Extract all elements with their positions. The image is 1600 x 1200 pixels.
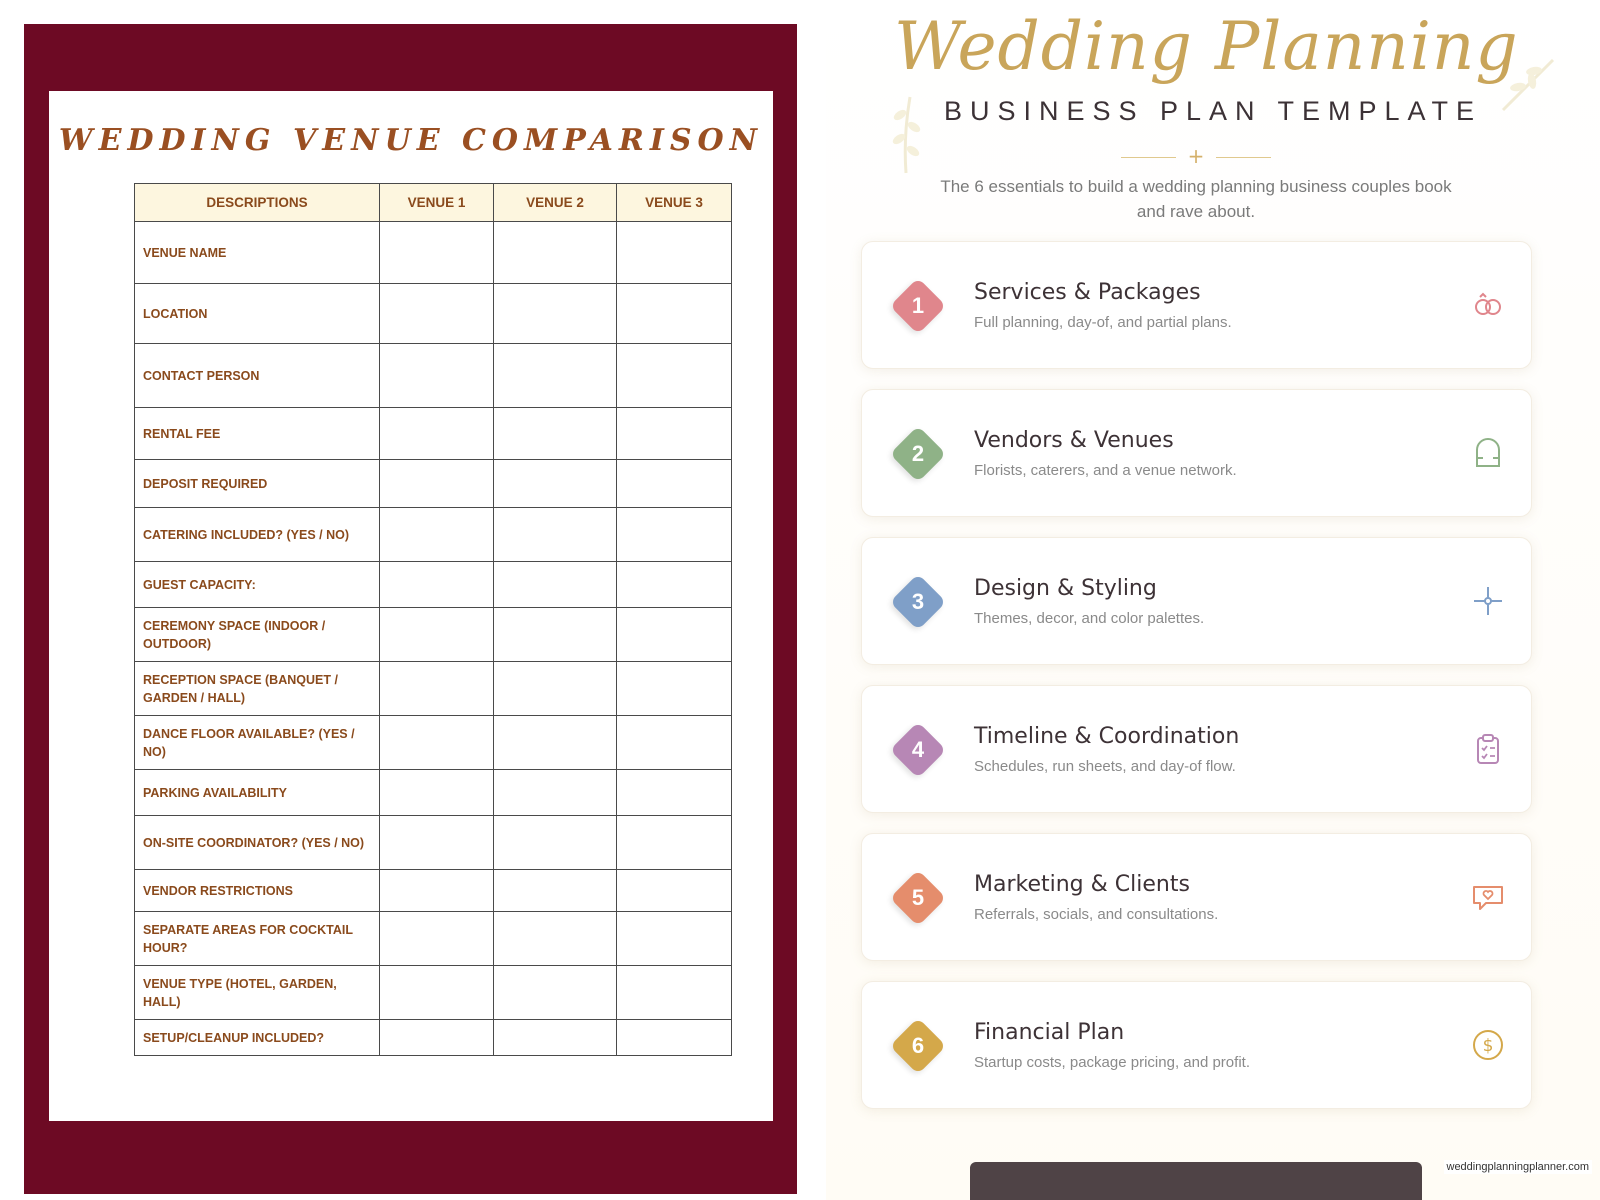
card-description: Schedules, run sheets, and day-of flow.: [974, 758, 1236, 775]
venue-1-cell[interactable]: [380, 716, 494, 770]
table-row: [135, 562, 732, 608]
row-description: RECEPTION SPACE (BANQUET / GARDEN / HALL): [135, 662, 380, 716]
venue-2-cell[interactable]: [494, 662, 617, 716]
essential-card[interactable]: [861, 685, 1532, 813]
essential-card[interactable]: [861, 389, 1532, 517]
row-description: SEPARATE AREAS FOR COCKTAIL HOUR?: [135, 912, 380, 966]
venue-3-cell[interactable]: [617, 716, 732, 770]
table-row: [135, 912, 732, 966]
venue-3-cell[interactable]: [617, 562, 732, 608]
venue-3-cell[interactable]: [617, 508, 732, 562]
venue-arch-icon: [1471, 436, 1505, 470]
row-description: RENTAL FEE: [135, 408, 380, 460]
venue-2-cell[interactable]: [494, 508, 617, 562]
essential-card[interactable]: [861, 241, 1532, 369]
venue-2-cell[interactable]: [494, 912, 617, 966]
card-number: 3: [911, 589, 925, 614]
venue-3-cell[interactable]: [617, 1020, 732, 1056]
chat-heart-icon: [1471, 880, 1505, 914]
venue-2-cell[interactable]: [494, 716, 617, 770]
footer-url: weddingplanningplanner.com: [1444, 1160, 1593, 1174]
venue-comparison-table: [134, 183, 732, 1056]
card-title: Financial Plan: [974, 1020, 1125, 1045]
venue-2-cell[interactable]: [494, 408, 617, 460]
essential-card[interactable]: [861, 981, 1532, 1109]
table-row: [135, 284, 732, 344]
row-description: DANCE FLOOR AVAILABLE? (YES / NO): [135, 716, 380, 770]
table-header-row: [135, 184, 732, 222]
venue-1-cell[interactable]: [380, 912, 494, 966]
venue-1-cell[interactable]: [380, 662, 494, 716]
venue-1-cell[interactable]: [380, 344, 494, 408]
card-number: 2: [911, 441, 925, 466]
header-venue-3: VENUE 3: [617, 184, 732, 222]
card-title: Services & Packages: [974, 280, 1201, 305]
row-description: ON-SITE COORDINATOR? (YES / NO): [135, 816, 380, 870]
venue-3-cell[interactable]: [617, 966, 732, 1020]
venue-3-cell[interactable]: [617, 770, 732, 816]
card-description: Referrals, socials, and consultations.: [974, 906, 1219, 923]
row-description: GUEST CAPACITY:: [135, 562, 380, 608]
row-description: VENUE TYPE (HOTEL, GARDEN, HALL): [135, 966, 380, 1020]
bottom-bar: [970, 1162, 1422, 1200]
venue-3-cell[interactable]: [617, 912, 732, 966]
row-description: VENDOR RESTRICTIONS: [135, 870, 380, 912]
card-title: Vendors & Venues: [974, 428, 1174, 453]
row-description: DEPOSIT REQUIRED: [135, 460, 380, 508]
script-title: Wedding Planning: [894, 8, 1519, 85]
svg-text:$: $: [1482, 1036, 1494, 1056]
venue-3-cell[interactable]: [617, 344, 732, 408]
venue-2-cell[interactable]: [494, 460, 617, 508]
venue-1-cell[interactable]: [380, 222, 494, 284]
business-plan-panel: [826, 0, 1600, 1200]
card-description: Startup costs, package pricing, and profit.: [974, 1054, 1250, 1071]
venue-2-cell[interactable]: [494, 816, 617, 870]
venue-3-cell[interactable]: [617, 608, 732, 662]
header-venue-2: VENUE 2: [494, 184, 617, 222]
venue-3-cell[interactable]: [617, 284, 732, 344]
venue-2-cell[interactable]: [494, 608, 617, 662]
venue-3-cell[interactable]: [617, 662, 732, 716]
card-number: 6: [911, 1033, 925, 1058]
table-row: [135, 508, 732, 562]
table-row: [135, 770, 732, 816]
venue-2-cell[interactable]: [494, 770, 617, 816]
table-row: [135, 408, 732, 460]
dollar-coin-icon: [1471, 1028, 1505, 1062]
card-title: Design & Styling: [974, 576, 1157, 601]
row-description: CEREMONY SPACE (INDOOR / OUTDOOR): [135, 608, 380, 662]
table-row: [135, 870, 732, 912]
card-description: Themes, decor, and color palettes.: [974, 610, 1205, 627]
venue-3-cell[interactable]: [617, 816, 732, 870]
venue-comparison-sheet: [49, 91, 773, 1121]
table-row: [135, 344, 732, 408]
table-row: [135, 816, 732, 870]
table-row: [135, 608, 732, 662]
essential-card[interactable]: [861, 833, 1532, 961]
card-number: 5: [911, 885, 925, 910]
venue-1-cell[interactable]: [380, 460, 494, 508]
title-divider: [1121, 144, 1271, 168]
venue-1-cell[interactable]: [380, 408, 494, 460]
row-description: SETUP/CLEANUP INCLUDED?: [135, 1020, 380, 1056]
tagline: The 6 essentials to build a wedding planning business couples book and rave about.: [940, 177, 1452, 221]
venue-1-cell[interactable]: [380, 608, 494, 662]
venue-3-cell[interactable]: [617, 460, 732, 508]
venue-1-cell[interactable]: [380, 508, 494, 562]
venue-3-cell[interactable]: [617, 870, 732, 912]
header-venue-1: VENUE 1: [380, 184, 494, 222]
table-row: [135, 222, 732, 284]
venue-2-cell[interactable]: [494, 966, 617, 1020]
row-description: PARKING AVAILABILITY: [135, 770, 380, 816]
row-description: VENUE NAME: [135, 222, 380, 284]
row-description: CATERING INCLUDED? (YES / NO): [135, 508, 380, 562]
row-description: CONTACT PERSON: [135, 344, 380, 408]
table-row: [135, 1020, 732, 1056]
venue-3-cell[interactable]: [617, 222, 732, 284]
venue-3-cell[interactable]: [617, 408, 732, 460]
venue-2-cell[interactable]: [494, 870, 617, 912]
venue-2-cell[interactable]: [494, 1020, 617, 1056]
card-description: Florists, caterers, and a venue network.: [974, 462, 1237, 479]
venue-1-cell[interactable]: [380, 1020, 494, 1056]
venue-2-cell[interactable]: [494, 284, 617, 344]
rings-icon: [1471, 288, 1505, 322]
venue-2-cell[interactable]: [494, 344, 617, 408]
row-description: LOCATION: [135, 284, 380, 344]
table-row: [135, 966, 732, 1020]
table-row: [135, 460, 732, 508]
venue-comparison-frame: [24, 24, 797, 1194]
essential-card[interactable]: [861, 537, 1532, 665]
card-description: Full planning, day-of, and partial plans.: [974, 314, 1232, 331]
card-number: 4: [911, 737, 925, 762]
card-title: Marketing & Clients: [974, 872, 1190, 897]
card-title: Timeline & Coordination: [974, 724, 1240, 749]
header-descriptions: DESCRIPTIONS: [135, 184, 380, 222]
subtitle: BUSINESS PLAN TEMPLATE: [943, 96, 1483, 126]
venue-1-cell[interactable]: [380, 816, 494, 870]
card-number: 1: [911, 293, 925, 318]
venue-1-cell[interactable]: [380, 966, 494, 1020]
venue-1-cell[interactable]: [380, 770, 494, 816]
table-row: [135, 662, 732, 716]
table-row: [135, 716, 732, 770]
venue-1-cell[interactable]: [380, 870, 494, 912]
sheet-title: WEDDING VENUE COMPARISON: [58, 123, 764, 158]
venue-2-cell[interactable]: [494, 562, 617, 608]
venue-2-cell[interactable]: [494, 222, 617, 284]
clipboard-icon: [1471, 732, 1505, 766]
venue-1-cell[interactable]: [380, 284, 494, 344]
divider-plus-icon: +: [1187, 144, 1205, 168]
sparkle-icon: [1471, 584, 1505, 618]
venue-1-cell[interactable]: [380, 562, 494, 608]
